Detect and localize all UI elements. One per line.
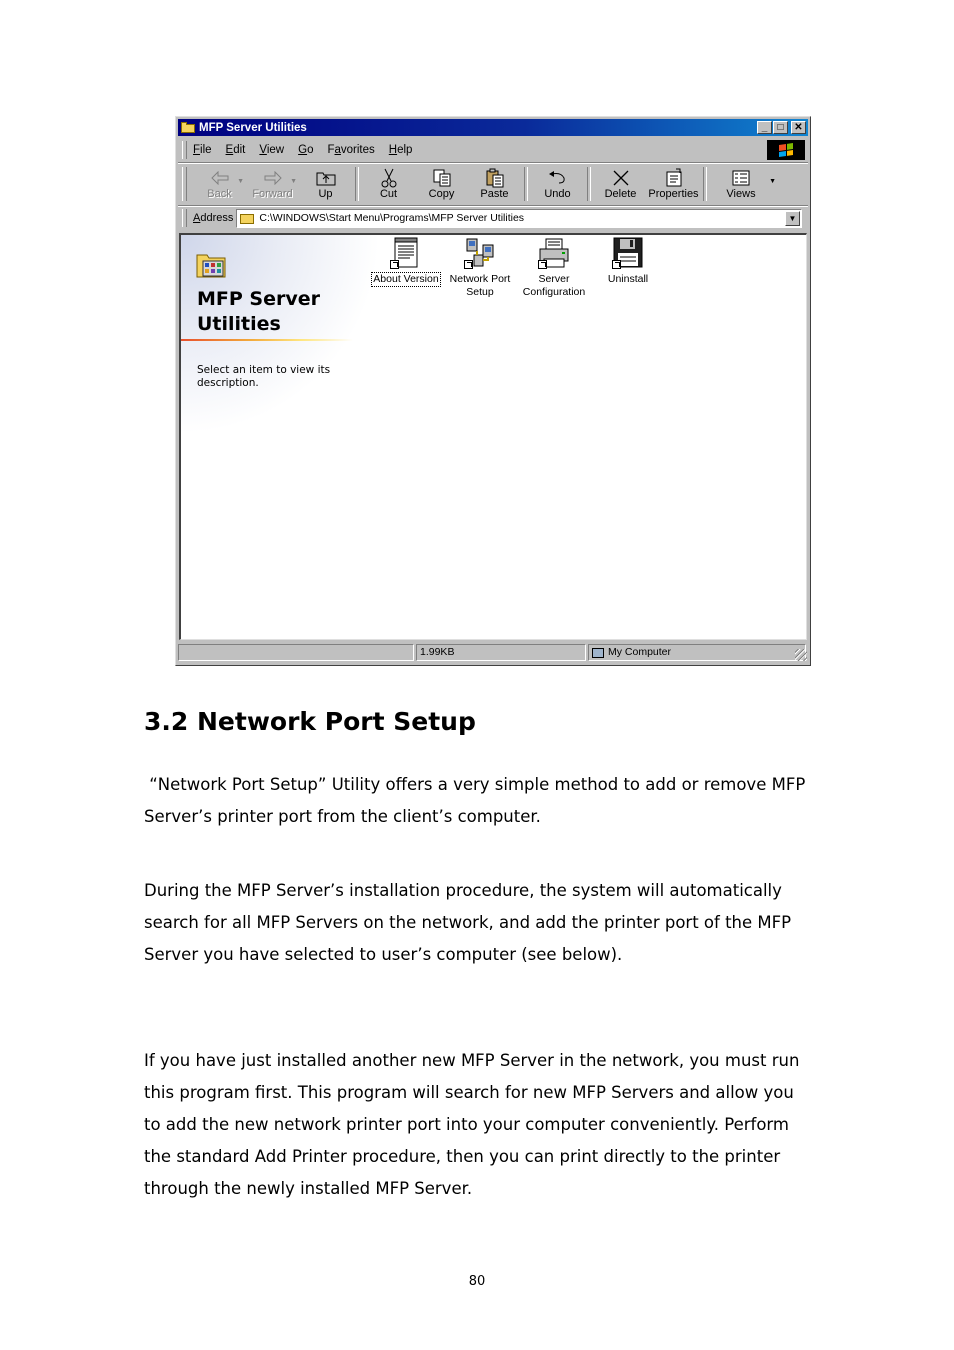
toolbar-separator: [355, 167, 359, 201]
status-size: 1.99KB: [416, 644, 586, 661]
menu-edit[interactable]: Edit: [225, 144, 246, 156]
item-server-configuration[interactable]: Server Configuration: [517, 235, 591, 299]
window-controls: [756, 121, 806, 134]
address-label: Address: [193, 212, 234, 224]
up-button[interactable]: Up: [299, 164, 352, 204]
scissors-icon: [378, 168, 400, 187]
windows-logo-icon: [767, 140, 805, 160]
delete-x-icon: [610, 168, 632, 187]
paste-button[interactable]: Paste: [468, 164, 521, 204]
paragraph-new-server: If you have just installed another new MFP Server in the network, you must run this program first. This program will search for new MFP Servers and allow you to add the new network printer port into your computer conveniently. Perform the standard Add Printer procedure, then you can print directly to the printer through the newly installed MFP Server.: [144, 1051, 800, 1198]
address-input[interactable]: [236, 209, 802, 228]
toolbar-separator: [524, 167, 528, 201]
floppy-icon: [612, 237, 644, 269]
item-about-version[interactable]: About Version: [369, 235, 443, 299]
properties-button[interactable]: Properties: [647, 164, 700, 204]
printer-icon: [538, 237, 570, 269]
web-view-panel: [181, 235, 381, 435]
network-icon: [464, 237, 496, 269]
window-title: MFP Server Utilities: [199, 121, 307, 134]
menu-bar: [178, 139, 808, 161]
paragraph-intro: “Network Port Setup” Utility offers a very simple method to add or remove MFP Server’s printer port from the client’s computer.: [144, 775, 806, 826]
copy-button[interactable]: Copy: [415, 164, 468, 204]
folder-icon: [240, 212, 254, 224]
page-number: 80: [468, 1274, 486, 1289]
file-icons: [369, 235, 665, 299]
forward-dropdown-icon[interactable]: ▼: [290, 178, 297, 185]
toolbar-grip: [182, 167, 187, 201]
delete-button[interactable]: Delete: [594, 164, 647, 204]
back-arrow-icon: [209, 168, 231, 187]
menu-favorites[interactable]: Favorites: [327, 144, 375, 156]
views-button[interactable]: Views ▼: [710, 164, 772, 204]
panel-title: MFP Server Utilities: [197, 288, 321, 335]
title-bar: [178, 119, 808, 136]
views-dropdown-icon[interactable]: ▼: [769, 178, 776, 185]
document-icon: [390, 237, 422, 269]
menu-view[interactable]: View: [259, 144, 285, 156]
menu-file[interactable]: File: [193, 144, 212, 156]
address-value: C:\WINDOWS\Start Menu\Programs\MFP Server Utilities: [259, 212, 525, 224]
undo-button[interactable]: Undo: [531, 164, 584, 204]
close-button[interactable]: ✕: [791, 121, 806, 134]
resize-grip-icon[interactable]: [795, 649, 807, 661]
views-icon: [730, 168, 752, 187]
panel-divider: [181, 339, 353, 341]
properties-icon: [663, 168, 685, 187]
forward-arrow-icon: [262, 168, 284, 187]
menu-help[interactable]: Help: [388, 144, 413, 156]
standard-toolbar: [178, 164, 808, 204]
item-uninstall[interactable]: Uninstall: [591, 235, 665, 299]
toolbar-separator: [703, 167, 707, 201]
folder-view: [179, 233, 807, 640]
back-dropdown-icon[interactable]: ▼: [237, 178, 244, 185]
menu-go[interactable]: Go: [298, 144, 314, 156]
section-heading: 3.2 Network Port Setup: [144, 707, 476, 736]
panel-description: Select an item to view its description.: [197, 364, 331, 389]
maximize-button[interactable]: □: [773, 121, 788, 134]
folder-icon: [181, 122, 195, 133]
up-folder-icon: [315, 168, 337, 187]
toolbar-separator: [587, 167, 591, 201]
paste-icon: [484, 168, 506, 187]
status-bar: [178, 644, 808, 663]
computer-icon: [592, 648, 604, 658]
control-panel-folder-icon: [195, 249, 229, 281]
item-network-port-setup[interactable]: Network Port Setup: [443, 235, 517, 299]
explorer-window-screenshot: [175, 116, 811, 666]
address-bar: [178, 207, 808, 229]
forward-button[interactable]: Forward ▼: [246, 164, 299, 204]
address-dropdown-button[interactable]: ▼: [785, 211, 800, 226]
minimize-button[interactable]: _: [757, 121, 772, 134]
back-button[interactable]: Back ▼: [193, 164, 246, 204]
undo-icon: [547, 168, 569, 187]
status-panel-info: [178, 644, 414, 661]
status-zone: My Computer: [588, 644, 806, 661]
cut-button[interactable]: Cut: [362, 164, 415, 204]
address-grip: [182, 209, 187, 227]
paragraph-installation: During the MFP Server’s installation procedure, the system will automatically search for all MFP Servers on the network, and add the printer port of the MFP Server you have selected to user’s computer (see below).: [144, 881, 792, 964]
menu-grip: [182, 141, 187, 159]
copy-icon: [431, 168, 453, 187]
